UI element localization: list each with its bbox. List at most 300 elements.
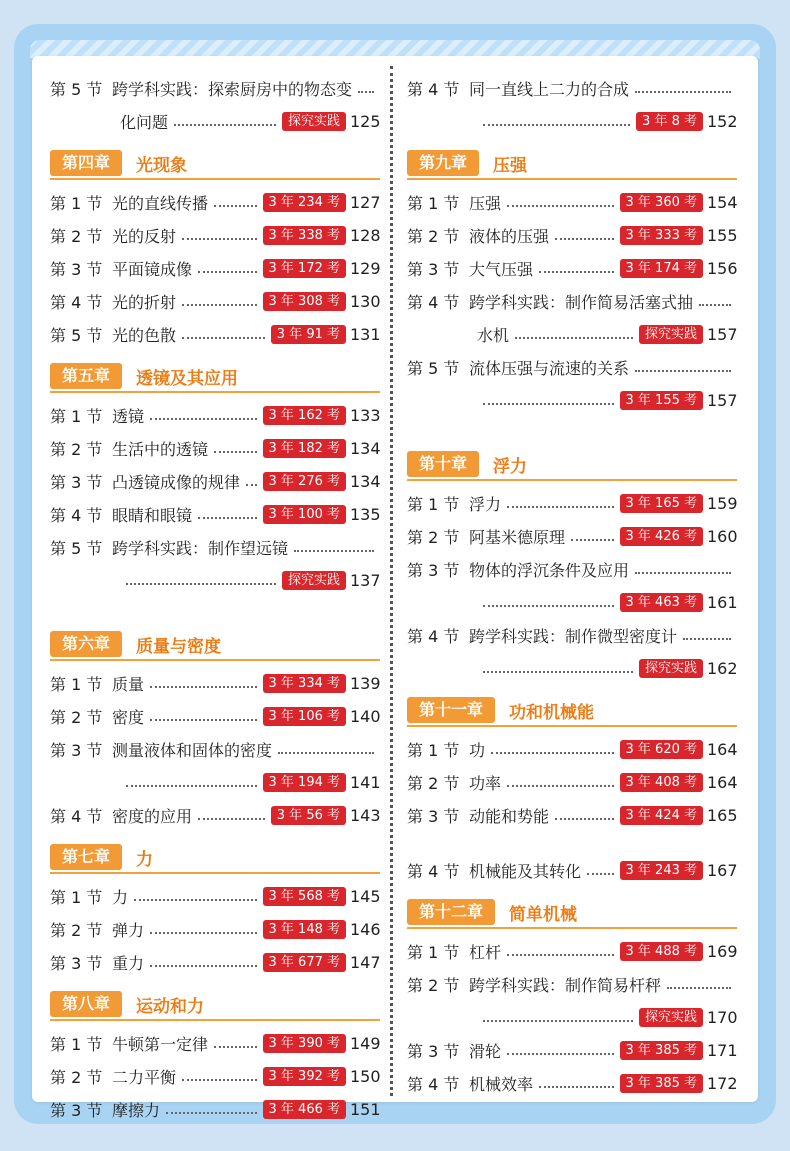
entry-row xyxy=(50,399,380,432)
section-number: 第 2 节 xyxy=(407,774,460,793)
entry-row xyxy=(50,913,380,946)
section-number: 第 4 节 xyxy=(407,293,460,312)
dot-leader xyxy=(214,205,257,207)
toc-entry[interactable] xyxy=(407,351,737,417)
dot-leader xyxy=(126,785,257,787)
section-title: 阿基米德原理 xyxy=(469,528,566,547)
exam-frequency-badge: 3 年 385 考 xyxy=(620,1041,703,1060)
exam-frequency-badge: 探究实践 xyxy=(282,112,346,131)
dot-leader xyxy=(214,451,257,453)
toc-entry[interactable] xyxy=(407,799,737,832)
page-number: 141 xyxy=(350,773,381,792)
dot-leader xyxy=(174,124,276,126)
page-number: 152 xyxy=(707,112,738,131)
page-number: 128 xyxy=(350,226,381,245)
dot-leader xyxy=(507,1053,614,1055)
page-number: 150 xyxy=(350,1067,381,1086)
section-title: 大气压强 xyxy=(469,260,534,279)
dot-leader xyxy=(126,583,276,585)
chapter-title: 运动和力 xyxy=(136,996,205,1017)
section-title: 重力 xyxy=(112,954,145,973)
chapter-heading xyxy=(50,148,380,180)
entry-row-continued xyxy=(407,105,737,138)
column-divider xyxy=(390,66,393,1096)
page-number: 125 xyxy=(350,112,381,131)
entry-row xyxy=(50,1027,380,1060)
section-title: 机械能及其转化 xyxy=(469,862,582,881)
toc-entry[interactable] xyxy=(50,399,380,432)
exam-frequency-badge: 3 年 276 考 xyxy=(263,472,346,491)
dot-leader xyxy=(182,1079,257,1081)
toc-entry[interactable] xyxy=(50,285,380,318)
page-number: 161 xyxy=(707,593,738,612)
toc-entry[interactable] xyxy=(407,766,737,799)
entry-row-continued xyxy=(50,564,380,597)
section-title: 二力平衡 xyxy=(112,1068,177,1087)
entry-row-continued xyxy=(50,105,380,138)
page-number: 170 xyxy=(707,1008,738,1027)
entry-row xyxy=(407,186,737,219)
entry-row xyxy=(407,733,737,766)
dot-leader xyxy=(150,418,257,420)
toc-entry[interactable] xyxy=(407,72,737,138)
exam-frequency-badge: 3 年 463 考 xyxy=(620,593,703,612)
exam-frequency-badge: 3 年 392 考 xyxy=(263,1067,346,1086)
chapter-heading xyxy=(50,842,380,874)
entry-row xyxy=(50,219,380,252)
toc-entry[interactable] xyxy=(407,520,737,553)
page-number: 135 xyxy=(350,505,381,524)
section-number: 第 2 节 xyxy=(50,708,103,727)
toc-entry[interactable] xyxy=(407,186,737,219)
chapter-title: 力 xyxy=(136,849,154,870)
toc-entry[interactable] xyxy=(50,667,380,700)
toc-entry[interactable] xyxy=(50,1060,380,1093)
toc-entry[interactable] xyxy=(50,186,380,219)
exam-frequency-badge: 3 年 390 考 xyxy=(263,1034,346,1053)
toc-entry[interactable] xyxy=(407,935,737,968)
section-number: 第 3 节 xyxy=(50,954,103,973)
chapter-number: 第五章 xyxy=(50,363,122,389)
page-number: 169 xyxy=(707,942,738,961)
section-number: 第 1 节 xyxy=(50,407,103,426)
dot-leader xyxy=(507,205,614,207)
exam-frequency-badge: 3 年 568 考 xyxy=(263,887,346,906)
page-number: 129 xyxy=(350,259,381,278)
toc-entry[interactable] xyxy=(50,733,380,799)
exam-frequency-badge: 3 年 426 考 xyxy=(620,527,703,546)
section-number: 第 1 节 xyxy=(407,741,460,760)
toc-entry[interactable] xyxy=(50,913,380,946)
exam-frequency-badge: 3 年 385 考 xyxy=(620,1074,703,1093)
exam-frequency-badge: 3 年 91 考 xyxy=(271,325,346,344)
section-number: 第 4 节 xyxy=(50,293,103,312)
page-number: 134 xyxy=(350,472,381,491)
entry-row xyxy=(407,766,737,799)
entry-row-continued xyxy=(407,652,737,685)
toc-entry[interactable] xyxy=(407,968,737,1034)
page-number: 165 xyxy=(707,806,738,825)
entry-row xyxy=(50,667,380,700)
chapter-heading xyxy=(50,361,380,393)
section-number: 第 3 节 xyxy=(50,1101,103,1120)
section-number: 第 5 节 xyxy=(50,326,103,345)
section-number: 第 2 节 xyxy=(50,440,103,459)
dot-leader xyxy=(667,987,731,989)
chapter-title: 光现象 xyxy=(136,155,188,176)
exam-frequency-badge: 3 年 488 考 xyxy=(620,942,703,961)
entry-row-continued xyxy=(407,384,737,417)
section-number: 第 5 节 xyxy=(50,80,103,99)
exam-frequency-badge: 3 年 165 考 xyxy=(620,494,703,513)
toc-entry[interactable] xyxy=(50,252,380,285)
page-number: 167 xyxy=(707,861,738,880)
dot-leader xyxy=(483,671,633,673)
section-title: 压强 xyxy=(469,194,502,213)
exam-frequency-badge: 3 年 8 考 xyxy=(636,112,703,131)
exam-frequency-badge: 探究实践 xyxy=(282,571,346,590)
page-number: 157 xyxy=(707,391,738,410)
section-number: 第 3 节 xyxy=(407,561,460,580)
chapter-title: 透镜及其应用 xyxy=(136,368,239,389)
exam-frequency-badge: 3 年 172 考 xyxy=(263,259,346,278)
page-number: 164 xyxy=(707,740,738,759)
dot-leader xyxy=(635,91,731,93)
toc-entry[interactable] xyxy=(50,318,380,351)
dot-leader xyxy=(555,818,614,820)
section-title: 摩擦力 xyxy=(112,1101,161,1120)
dot-leader xyxy=(150,932,257,934)
toc-entry[interactable] xyxy=(407,733,737,766)
section-title: 光的折射 xyxy=(112,293,177,312)
entry-row xyxy=(407,968,737,1001)
exam-frequency-badge: 3 年 360 考 xyxy=(620,193,703,212)
page-number: 156 xyxy=(707,259,738,278)
exam-frequency-badge: 3 年 334 考 xyxy=(263,674,346,693)
toc-right-column xyxy=(407,72,737,1100)
exam-frequency-badge: 3 年 106 考 xyxy=(263,707,346,726)
toc-entry[interactable] xyxy=(50,1027,380,1060)
exam-frequency-badge: 3 年 174 考 xyxy=(620,259,703,278)
page-number: 172 xyxy=(707,1074,738,1093)
section-title: 跨学科实践：制作微型密度计 xyxy=(469,627,678,646)
page-number: 134 xyxy=(350,439,381,458)
section-number: 第 2 节 xyxy=(407,528,460,547)
dot-leader xyxy=(198,517,257,519)
section-title: 平面镜成像 xyxy=(112,260,193,279)
dot-leader xyxy=(166,1112,257,1114)
exam-frequency-badge: 3 年 182 考 xyxy=(263,439,346,458)
section-title: 光的反射 xyxy=(112,227,177,246)
dot-leader xyxy=(198,818,265,820)
section-title: 跨学科实践：探索厨房中的物态变 xyxy=(112,80,353,99)
page-number: 133 xyxy=(350,406,381,425)
section-number: 第 3 节 xyxy=(407,807,460,826)
page-number: 143 xyxy=(350,806,381,825)
chapter-title: 压强 xyxy=(493,155,528,176)
entry-row-continued xyxy=(407,1001,737,1034)
exam-frequency-badge: 3 年 162 考 xyxy=(263,406,346,425)
exam-frequency-badge: 3 年 100 考 xyxy=(263,505,346,524)
entry-row xyxy=(407,351,737,384)
exam-frequency-badge: 3 年 620 考 xyxy=(620,740,703,759)
section-title: 眼睛和眼镜 xyxy=(112,506,193,525)
section-title: 跨学科实践：制作简易活塞式抽 xyxy=(469,293,694,312)
toc-entry[interactable] xyxy=(407,252,737,285)
dot-leader xyxy=(150,686,257,688)
section-title: 机械效率 xyxy=(469,1075,534,1094)
page-number: 149 xyxy=(350,1034,381,1053)
entry-row xyxy=(407,1034,737,1067)
page-number: 145 xyxy=(350,887,381,906)
section-number: 第 2 节 xyxy=(50,921,103,940)
exam-frequency-badge: 探究实践 xyxy=(639,1008,703,1027)
dot-leader xyxy=(515,337,633,339)
section-number: 第 5 节 xyxy=(50,539,103,558)
entry-row xyxy=(50,465,380,498)
page-number: 155 xyxy=(707,226,738,245)
dot-leader xyxy=(491,752,614,754)
section-title: 跨学科实践：制作简易杆秤 xyxy=(469,976,662,995)
section-title: 功 xyxy=(469,741,486,760)
dot-leader xyxy=(483,1020,633,1022)
section-number: 第 4 节 xyxy=(50,506,103,525)
exam-frequency-badge: 探究实践 xyxy=(639,325,703,344)
toc-entry[interactable] xyxy=(50,700,380,733)
chapter-title: 浮力 xyxy=(493,456,528,477)
exam-frequency-badge: 3 年 308 考 xyxy=(263,292,346,311)
chapter-number: 第四章 xyxy=(50,150,122,176)
section-title: 生活中的透镜 xyxy=(112,440,209,459)
entry-row xyxy=(50,880,380,913)
dot-leader xyxy=(182,337,265,339)
exam-frequency-badge: 3 年 333 考 xyxy=(620,226,703,245)
entry-row xyxy=(50,531,380,564)
toc-entry[interactable] xyxy=(50,498,380,531)
section-title: 质量 xyxy=(112,675,145,694)
toc-entry[interactable] xyxy=(50,432,380,465)
toc-entry[interactable] xyxy=(407,1034,737,1067)
entry-row xyxy=(407,72,737,105)
dot-leader xyxy=(182,238,257,240)
toc-entry[interactable] xyxy=(50,880,380,913)
dot-leader xyxy=(182,304,257,306)
entry-row xyxy=(407,285,737,318)
entry-row xyxy=(407,619,737,652)
toc-entry[interactable] xyxy=(50,219,380,252)
page-number: 140 xyxy=(350,707,381,726)
section-title: 杠杆 xyxy=(469,943,502,962)
section-number: 第 1 节 xyxy=(50,675,103,694)
entry-row xyxy=(50,733,380,766)
section-title: 凸透镜成像的规律 xyxy=(112,473,241,492)
chapter-heading xyxy=(407,695,737,727)
dot-leader xyxy=(571,539,614,541)
page-number: 131 xyxy=(350,325,381,344)
section-title-continued: 水机 xyxy=(477,326,510,345)
exam-frequency-badge: 3 年 148 考 xyxy=(263,920,346,939)
section-title: 功率 xyxy=(469,774,502,793)
section-title: 弹力 xyxy=(112,921,145,940)
section-number: 第 1 节 xyxy=(407,194,460,213)
toc-entry[interactable] xyxy=(407,285,737,351)
entry-row xyxy=(407,252,737,285)
dot-leader xyxy=(539,271,614,273)
section-title: 滑轮 xyxy=(469,1042,502,1061)
section-number: 第 2 节 xyxy=(407,976,460,995)
dot-leader xyxy=(539,1086,614,1088)
entry-row xyxy=(50,498,380,531)
dot-leader xyxy=(507,506,614,508)
page-number: 160 xyxy=(707,527,738,546)
chapter-number: 第六章 xyxy=(50,631,122,657)
page-number: 139 xyxy=(350,674,381,693)
section-number: 第 3 节 xyxy=(407,260,460,279)
section-number: 第 4 节 xyxy=(50,807,103,826)
section-title: 密度的应用 xyxy=(112,807,193,826)
page-number: 146 xyxy=(350,920,381,939)
section-number: 第 1 节 xyxy=(407,943,460,962)
section-number: 第 3 节 xyxy=(50,260,103,279)
dot-leader xyxy=(483,124,630,126)
entry-row xyxy=(407,487,737,520)
entry-row xyxy=(50,252,380,285)
dot-leader xyxy=(246,484,257,486)
page-number: 130 xyxy=(350,292,381,311)
chapter-number: 第七章 xyxy=(50,844,122,870)
exam-frequency-badge: 3 年 466 考 xyxy=(263,1100,346,1119)
toc-entry[interactable] xyxy=(407,1067,737,1100)
section-number: 第 1 节 xyxy=(407,495,460,514)
toc-entry[interactable] xyxy=(407,219,737,252)
section-title: 力 xyxy=(112,888,129,907)
dot-leader xyxy=(483,403,614,405)
entry-row xyxy=(50,285,380,318)
exam-frequency-badge: 3 年 194 考 xyxy=(263,773,346,792)
section-number: 第 5 节 xyxy=(407,359,460,378)
entry-row xyxy=(50,1060,380,1093)
page-number: 171 xyxy=(707,1041,738,1060)
toc-entry[interactable] xyxy=(50,72,380,138)
section-title: 密度 xyxy=(112,708,145,727)
section-title: 动能和势能 xyxy=(469,807,550,826)
toc-entry[interactable] xyxy=(50,465,380,498)
entry-row-continued xyxy=(407,318,737,351)
entry-row xyxy=(50,1093,380,1126)
entry-row xyxy=(50,700,380,733)
page-number: 162 xyxy=(707,659,738,678)
dot-leader xyxy=(555,238,614,240)
entry-row xyxy=(407,799,737,832)
entry-row xyxy=(50,946,380,979)
section-number: 第 4 节 xyxy=(407,627,460,646)
section-title: 同一直线上二力的合成 xyxy=(469,80,630,99)
exam-frequency-badge: 3 年 155 考 xyxy=(620,391,703,410)
toc-entry[interactable] xyxy=(407,487,737,520)
chapter-heading xyxy=(407,897,737,929)
section-title: 测量液体和固体的密度 xyxy=(112,741,273,760)
exam-frequency-badge: 3 年 424 考 xyxy=(620,806,703,825)
chapter-heading xyxy=(50,629,380,661)
section-number: 第 3 节 xyxy=(407,1042,460,1061)
entry-row-continued xyxy=(407,586,737,619)
dot-leader xyxy=(358,91,374,93)
entry-row xyxy=(407,520,737,553)
section-title: 物体的浮沉条件及应用 xyxy=(469,561,630,580)
dot-leader xyxy=(198,271,257,273)
exam-frequency-badge: 3 年 677 考 xyxy=(263,953,346,972)
toc-entry[interactable] xyxy=(407,619,737,685)
section-title-continued: 化问题 xyxy=(120,113,169,132)
toc-entry[interactable] xyxy=(50,946,380,979)
section-number: 第 3 节 xyxy=(50,473,103,492)
section-number: 第 4 节 xyxy=(407,1075,460,1094)
entry-row xyxy=(50,799,380,832)
dot-leader xyxy=(134,899,257,901)
entry-row xyxy=(50,72,380,105)
section-title: 透镜 xyxy=(112,407,145,426)
chapter-title: 功和机械能 xyxy=(509,702,595,723)
dot-leader xyxy=(150,965,257,967)
page-number: 157 xyxy=(707,325,738,344)
dot-leader xyxy=(483,605,614,607)
toc-left-column xyxy=(50,72,380,1126)
section-number: 第 4 节 xyxy=(407,80,460,99)
dot-leader xyxy=(150,719,257,721)
section-number: 第 2 节 xyxy=(407,227,460,246)
dot-leader xyxy=(683,638,731,640)
page-number: 127 xyxy=(350,193,381,212)
toc-entry[interactable] xyxy=(50,799,380,832)
entry-row xyxy=(50,186,380,219)
toc-entry[interactable] xyxy=(407,553,737,619)
chapter-title: 简单机械 xyxy=(509,904,578,925)
exam-frequency-badge: 3 年 408 考 xyxy=(620,773,703,792)
toc-entry[interactable] xyxy=(50,531,380,597)
dot-leader xyxy=(635,572,731,574)
section-number: 第 1 节 xyxy=(50,888,103,907)
page-number: 147 xyxy=(350,953,381,972)
chapter-title: 质量与密度 xyxy=(136,636,222,657)
entry-row-continued xyxy=(50,766,380,799)
section-number: 第 1 节 xyxy=(50,194,103,213)
exam-frequency-badge: 探究实践 xyxy=(639,659,703,678)
section-number: 第 1 节 xyxy=(50,1035,103,1054)
dot-leader xyxy=(294,550,374,552)
chapter-heading xyxy=(407,449,737,481)
chapter-heading xyxy=(50,989,380,1021)
page-number: 154 xyxy=(707,193,738,212)
entry-row xyxy=(50,318,380,351)
entry-row xyxy=(50,432,380,465)
entry-row xyxy=(407,935,737,968)
exam-frequency-badge: 3 年 243 考 xyxy=(620,861,703,880)
toc-entry[interactable] xyxy=(50,1093,380,1126)
section-title: 光的直线传播 xyxy=(112,194,209,213)
exam-frequency-badge: 3 年 338 考 xyxy=(263,226,346,245)
exam-frequency-badge: 3 年 56 考 xyxy=(271,806,346,825)
toc-entry[interactable] xyxy=(407,854,737,887)
section-title: 液体的压强 xyxy=(469,227,550,246)
section-number: 第 4 节 xyxy=(407,862,460,881)
exam-frequency-badge: 3 年 234 考 xyxy=(263,193,346,212)
chapter-number: 第十章 xyxy=(407,451,479,477)
dot-leader xyxy=(278,752,374,754)
section-number: 第 3 节 xyxy=(50,741,103,760)
section-title: 牛顿第一定律 xyxy=(112,1035,209,1054)
chapter-number: 第十二章 xyxy=(407,899,495,925)
page-number: 151 xyxy=(350,1100,381,1119)
